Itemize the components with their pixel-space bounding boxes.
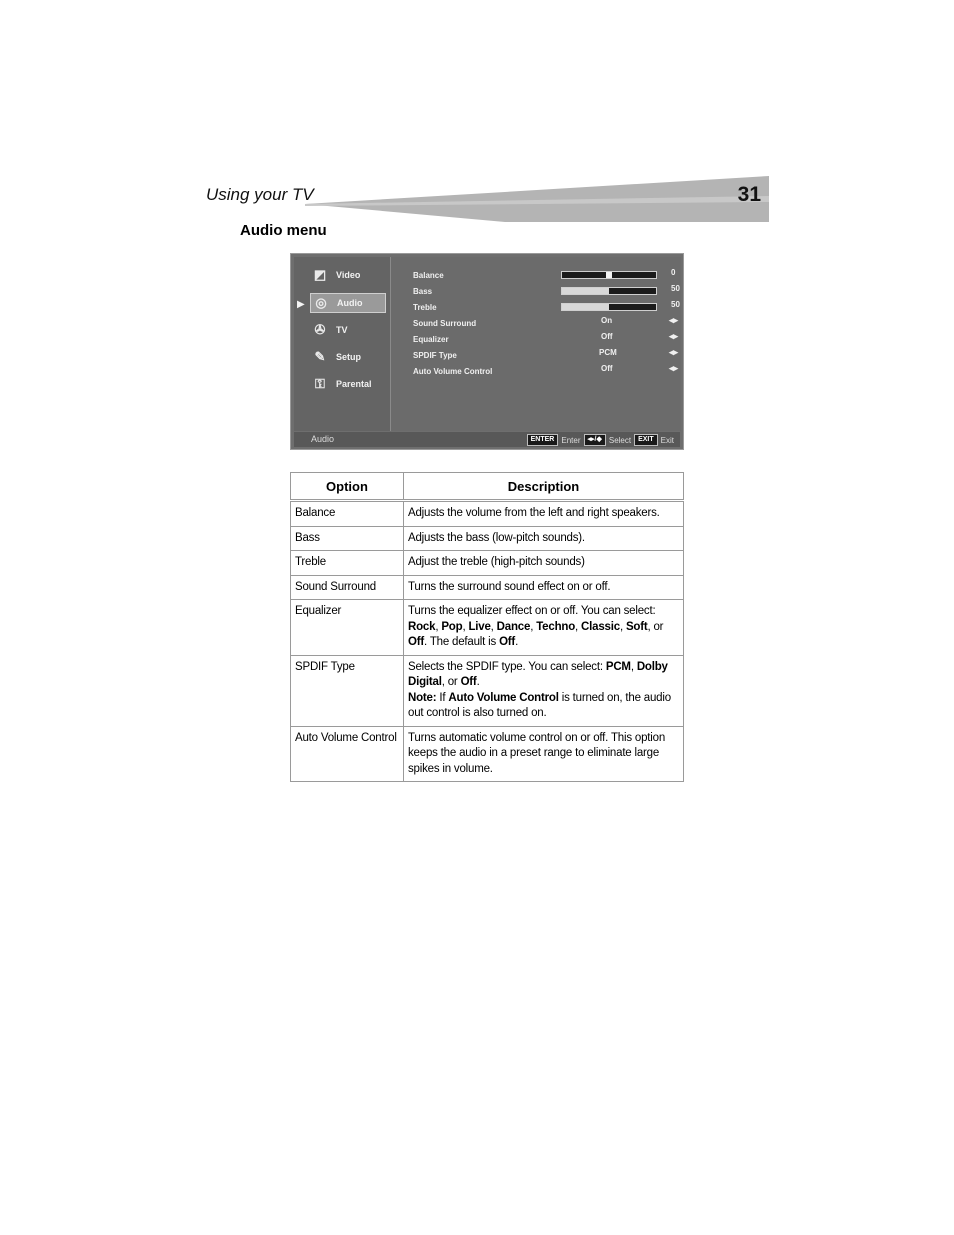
- osd-row-auto-volume-control: [413, 363, 679, 378]
- slider-fill: [562, 288, 609, 294]
- video-icon: ◩: [313, 267, 327, 282]
- spdif-choice: PCM: [605, 660, 631, 673]
- description-cell: Turns the surround sound effect on or off.: [404, 575, 684, 600]
- table-row: [291, 600, 684, 656]
- osd-row-label: Auto Volume Control: [413, 366, 493, 376]
- audio-options-table: [290, 472, 684, 782]
- note-if: If: [439, 691, 449, 704]
- eq-choice: Off: [408, 636, 425, 648]
- eq-choice: Soft: [625, 620, 648, 633]
- column-header-description: Description: [404, 473, 684, 501]
- option-cell: Balance: [291, 501, 404, 527]
- page-header: [205, 176, 769, 222]
- osd-row-value: Off: [601, 332, 613, 341]
- enter-key: ENTER: [527, 434, 559, 446]
- spdif-choice: Off: [460, 676, 477, 688]
- osd-row-bass: [413, 284, 680, 298]
- osd-row-label: SPDIF Type: [413, 350, 457, 360]
- slider-knob: [606, 272, 612, 278]
- osd-menu-label: TV: [336, 325, 348, 335]
- osd-menu-item-setup: [310, 347, 386, 367]
- osd-row-value: 50: [671, 284, 680, 293]
- osd-row-sound-surround: [413, 315, 679, 330]
- tv-reel-icon: ✇: [314, 322, 326, 337]
- description-cell: Turns automatic volume control on or off. This option keeps the audio in a preset range to eliminate large spikes in volume.: [404, 726, 684, 782]
- description-cell: Adjusts the bass (low-pitch sounds).: [404, 526, 684, 551]
- tv-osd-screenshot: [290, 253, 684, 450]
- table-header-row: [291, 473, 684, 501]
- table-row: [291, 551, 684, 576]
- setup-icon: ✎: [314, 349, 326, 364]
- osd-menu-item-video: [310, 265, 386, 285]
- exit-label: Exit: [660, 435, 674, 445]
- slider-fill: [562, 304, 609, 310]
- treble-slider: [561, 303, 657, 311]
- bass-slider: [561, 287, 657, 295]
- table-row: [291, 726, 684, 782]
- balance-slider: [561, 271, 657, 279]
- eq-default-value: Off: [499, 636, 516, 648]
- eq-choice: Pop: [441, 620, 463, 633]
- osd-row-value: 50: [671, 300, 680, 309]
- osd-row-label: Treble: [413, 302, 437, 312]
- osd-row-label: Sound Surround: [413, 318, 477, 328]
- osd-row-label: Balance: [413, 270, 444, 280]
- osd-row-value: PCM: [599, 348, 617, 357]
- description-cell: Adjusts the volume from the left and right speakers.: [404, 501, 684, 527]
- osd-row-treble: [413, 300, 680, 314]
- option-cell: Bass: [291, 526, 404, 551]
- note-label: Note:: [408, 691, 437, 704]
- spdif-choice: Dolby Digital: [408, 660, 668, 688]
- column-header-option: Option: [291, 473, 404, 501]
- section-title: Audio menu: [240, 222, 327, 239]
- table-row: [291, 575, 684, 600]
- osd-settings-panel: [391, 257, 681, 431]
- exit-key: EXIT: [634, 434, 658, 446]
- option-cell: Equalizer: [291, 600, 404, 656]
- description-cell: Turns the equalizer effect on or off. You can select: Rock, Pop, Live, Dance, Techno, Classic, Soft, or Off. The default is Off.: [404, 600, 684, 656]
- osd-row-equalizer: [413, 331, 679, 346]
- table-row: [291, 501, 684, 527]
- osd-menu-label: Setup: [336, 352, 362, 362]
- osd-row-spdif-type: [413, 347, 679, 362]
- eq-choice: Dance: [496, 620, 531, 633]
- osd-footer: [294, 432, 680, 447]
- parental-icon: ⚿: [315, 376, 325, 391]
- enter-label: Enter: [561, 435, 581, 445]
- spdif-intro-text: Selects the SPDIF type. You can select:: [408, 660, 606, 673]
- left-right-arrows-icon: ◂▸: [669, 363, 679, 373]
- page-number: 31: [737, 183, 761, 206]
- table-row: [291, 655, 684, 726]
- select-label: Select: [608, 435, 632, 445]
- osd-menu-item-parental: [310, 374, 386, 394]
- table-row: [291, 526, 684, 551]
- note-feature: Auto Volume Control: [448, 691, 559, 704]
- header-title: Using your TV: [206, 185, 314, 204]
- option-cell: Auto Volume Control: [291, 726, 404, 782]
- eq-default-text: The default is: [429, 636, 500, 648]
- osd-key-hints: [527, 434, 674, 446]
- description-cell: Selects the SPDIF type. You can select: PCM, Dolby Digital, or Off. Note: If Auto Volume Control is turned on, the audio out control is also turned on.: [404, 655, 684, 726]
- option-cell: Sound Surround: [291, 575, 404, 600]
- eq-choice: Live: [468, 620, 491, 633]
- osd-menu-label: Audio: [337, 298, 363, 308]
- option-cell: Treble: [291, 551, 404, 576]
- osd-menu-label: Parental: [336, 379, 372, 389]
- osd-menu-item-tv: [310, 320, 386, 340]
- osd-menu-sidebar: [294, 257, 391, 431]
- osd-menu-label: Video: [336, 270, 361, 280]
- audio-icon: ◎: [315, 295, 327, 310]
- left-right-arrows-icon: ◂▸: [669, 347, 679, 357]
- osd-footer-tab: Audio: [311, 434, 335, 444]
- osd-menu-item-audio: [310, 293, 386, 313]
- option-cell: SPDIF Type: [291, 655, 404, 726]
- description-cell: Adjust the treble (high-pitch sounds): [404, 551, 684, 576]
- eq-intro-text: Turns the equalizer effect on or off. You can select:: [408, 605, 656, 617]
- eq-choice: Rock: [408, 620, 436, 633]
- osd-row-value: 0: [671, 268, 676, 277]
- osd-row-balance: [413, 268, 676, 282]
- osd-row-label: Equalizer: [413, 334, 449, 344]
- note-rest: is turned on, the audio out control is also turned on.: [408, 691, 671, 719]
- eq-choice: Techno: [536, 620, 576, 633]
- eq-choice: Classic: [581, 620, 620, 633]
- osd-row-value: Off: [601, 364, 613, 373]
- osd-row-label: Bass: [413, 286, 433, 296]
- select-key: ◂▸/◆: [584, 434, 606, 446]
- left-right-arrows-icon: ◂▸: [669, 331, 679, 341]
- selection-arrow-icon: ▶: [297, 299, 305, 310]
- osd-row-value: On: [601, 316, 613, 325]
- left-right-arrows-icon: ◂▸: [669, 315, 679, 325]
